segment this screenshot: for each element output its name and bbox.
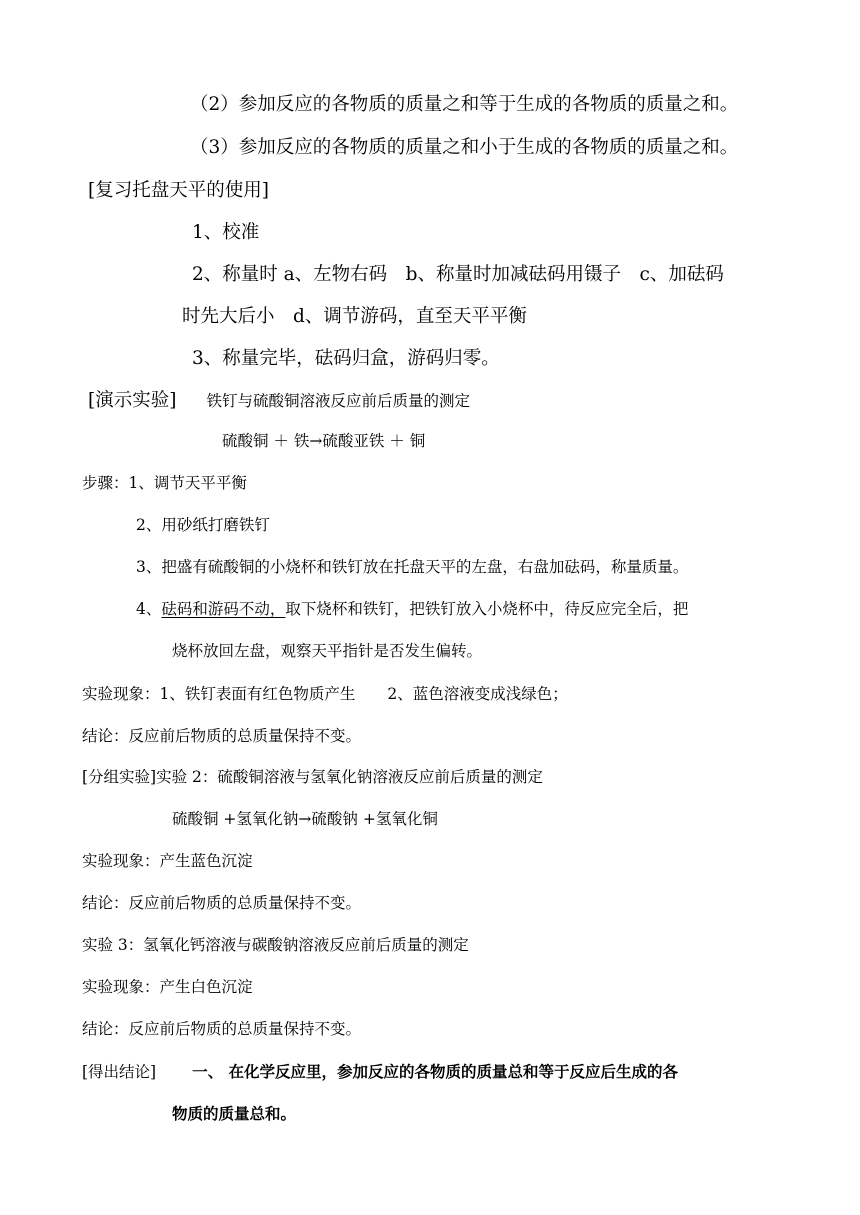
text-span: 取下烧杯和铁钉，把铁钉放入小烧杯中，待反应完全后，把 <box>285 600 689 618</box>
text-line: 1、校准 <box>192 222 260 243</box>
observation-line <box>82 687 568 703</box>
reaction-equation: 硫酸铜 +氢氧化钠→硫酸钠 +氢氧化铜 <box>172 810 438 828</box>
text-line: 实验现象：产生白色沉淀 <box>82 978 253 996</box>
step-4-line <box>136 602 688 618</box>
text-line: 实验现象：产生蓝色沉淀 <box>82 852 253 870</box>
text-line: 结论：反应前后物质的总质量保持不变。 <box>82 894 362 912</box>
text-line: 2、称量时 a、左物右码 b、称量时加减砝码用镊子 c、加砝码 <box>192 264 724 285</box>
text-span: 实验现象：1、铁钉表面有红色物质产生 <box>82 685 356 703</box>
underlined-text: 砝码和游码不动， <box>161 600 286 618</box>
text-line: 铁钉与硫酸铜溶液反应前后质量的测定 <box>206 392 470 410</box>
text-line: 烧杯放回左盘，观察天平指针是否发生偏转。 <box>172 642 483 660</box>
text-line: （2）参加反应的各物质的质量之和等于生成的各物质的质量之和。 <box>190 94 739 115</box>
text-line: 结论：反应前后物质的总质量保持不变。 <box>82 1020 362 1038</box>
section-heading: [得出结论] <box>82 1063 157 1081</box>
bold-text: 物质的质量总和。 <box>172 1104 297 1123</box>
text-line: 步骤：1、调节天平平衡 <box>82 474 247 492</box>
section-heading: [复习托盘天平的使用] <box>88 180 269 201</box>
bold-text: 一、 在化学反应里，参加反应的各物质的质量总和等于反应后生成的各 <box>192 1062 679 1081</box>
demo-experiment-line <box>88 392 470 411</box>
text-line: 时先大后小 d、调节游码，直至天平平衡 <box>182 306 527 327</box>
text-span: 4、 <box>136 600 162 618</box>
reaction-equation: 硫酸铜 ＋ 铁→硫酸亚铁 ＋ 铜 <box>222 432 426 450</box>
text-line: 3、把盛有硫酸铜的小烧杯和铁钉放在托盘天平的左盘，右盘加砝码，称量质量。 <box>136 558 689 576</box>
text-line: [分组实验]实验 2：硫酸铜溶液与氢氧化钠溶液反应前后质量的测定 <box>82 768 543 786</box>
text-line: 2、用砂纸打磨铁钉 <box>136 516 270 534</box>
text-line: 结论：反应前后物质的总质量保持不变。 <box>82 727 362 745</box>
text-line: 3、称量完毕，砝码归盒，游码归零。 <box>192 348 500 369</box>
text-line: 实验 3：氢氧化钙溶液与碳酸钠溶液反应前后质量的测定 <box>82 936 469 954</box>
conclusion-line <box>82 1064 678 1081</box>
text-span: 2、蓝色溶液变成浅绿色； <box>387 685 568 703</box>
section-heading: [演示实验] <box>88 390 177 411</box>
text-line: （3）参加反应的各物质的质量之和小于生成的各物质的质量之和。 <box>190 137 739 158</box>
